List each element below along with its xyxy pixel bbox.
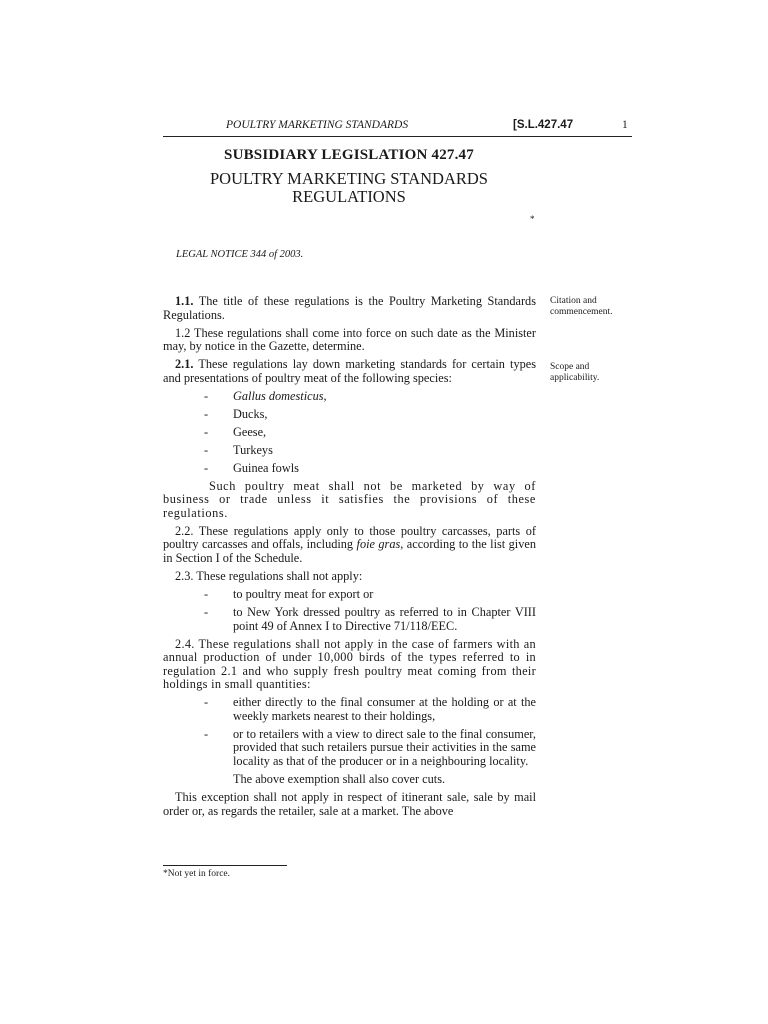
list-item: [163, 462, 536, 476]
species-name: Turkeys: [233, 442, 273, 457]
regulation-2-1: [163, 358, 536, 385]
list-item-text: to poultry meat for export or: [233, 586, 374, 601]
list-item-text: or to retailers with a view to direct sale to the final consumer, provided that such retailers pursue their activities in the same locality as that of the producer or in a neighbouring locality.: [233, 726, 536, 769]
list-dash: -: [204, 424, 209, 439]
species-note: Such poultry meat shall not be marketed by way of business or trade unless it satisfies the provisions of these regulations.: [163, 478, 536, 520]
regulation-2-3: 2.3. These regulations shall not apply:: [175, 569, 363, 583]
species-name: Gallus domesticus: [233, 388, 324, 403]
list-dash: -: [204, 604, 209, 619]
list-dash: -: [204, 695, 209, 710]
exception-paragraph: This exception shall not apply in respect of itinerant sale, sale by mail order or, as regards the retailer, sale at a market. The above: [163, 790, 536, 818]
margin-note-citation: Citation and commencement.: [550, 296, 613, 317]
species-name: Guinea fowls: [233, 460, 299, 475]
list-item: [163, 588, 536, 602]
page-number: 1: [622, 119, 628, 131]
running-title: POULTRY MARKETING STANDARDS: [226, 119, 409, 131]
exemption-note: The above exemption shall also cover cuts.: [233, 772, 446, 787]
regulation-text: 2.2. These regulations apply only to those poultry carcasses, parts of poultry carcasses and offals, including: [163, 523, 536, 552]
list-item-text: to New York dressed poultry as referred to in Chapter VIII point 49 of Annex I to Directive 71/118/EEC.: [233, 604, 536, 633]
document-title: [163, 170, 535, 206]
regulation-text: The title of these regulations is the Poultry Marketing Standards Regulations.: [163, 294, 536, 322]
document-title-line2: REGULATIONS: [292, 187, 406, 206]
regulation-2-4: 2.4. These regulations shall not apply in the case of farmers with an annual production of under 10,000 birds of the types referred to in regulation 2.1 and who supply fresh poultry meat coming from their holdings in small quantities:: [163, 636, 536, 692]
regulation-text: These regulations lay down marketing standards for certain types and presentations of poultry meat of the following species:: [163, 357, 536, 385]
regulation-number: 1.1.: [175, 294, 194, 308]
regulation-1-2: 1.2 These regulations shall come into force on such date as the Minister may, by notice in the Gazette, determine.: [163, 325, 536, 354]
margin-note-scope: Scope and applicability.: [550, 362, 600, 383]
list-item: [163, 390, 536, 404]
list-item: [163, 426, 536, 440]
document-title-line1: POULTRY MARKETING STANDARDS: [210, 169, 488, 188]
regulation-1-1: [163, 295, 536, 322]
list-item: [163, 606, 536, 633]
header-divider: [163, 136, 632, 137]
list-dash: -: [204, 460, 209, 475]
regulation-italic-term: foie gras: [356, 537, 401, 552]
regulation-text: , according to the list given in Section I of the Schedule.: [163, 537, 536, 566]
list-item: [163, 728, 536, 769]
legislation-reference: [S.L.427.47: [513, 119, 574, 131]
list-dash: -: [204, 406, 209, 421]
list-dash: -: [204, 388, 209, 403]
list-item: [163, 444, 536, 458]
list-dash: -: [204, 586, 209, 601]
regulation-2-2: [163, 525, 536, 566]
footnote: *Not yet in force.: [163, 869, 231, 879]
list-item: [163, 408, 536, 422]
footnote-marker: *: [530, 214, 535, 224]
list-item-text: either directly to the final consumer at the holding or at the weekly markets nearest to their holdings,: [233, 695, 536, 723]
species-name: Ducks,: [233, 406, 268, 421]
list-dash: -: [204, 726, 209, 741]
legal-notice: LEGAL NOTICE 344 of 2003.: [176, 249, 304, 260]
species-name: Geese,: [233, 424, 267, 439]
list-item: [163, 696, 536, 723]
regulation-body: [163, 295, 536, 823]
species-suffix: ,: [323, 388, 327, 403]
list-dash: -: [204, 442, 209, 457]
regulation-number: 2.1.: [175, 357, 194, 372]
footnote-divider: [163, 865, 287, 866]
legislation-heading: SUBSIDIARY LEGISLATION 427.47: [224, 147, 474, 163]
